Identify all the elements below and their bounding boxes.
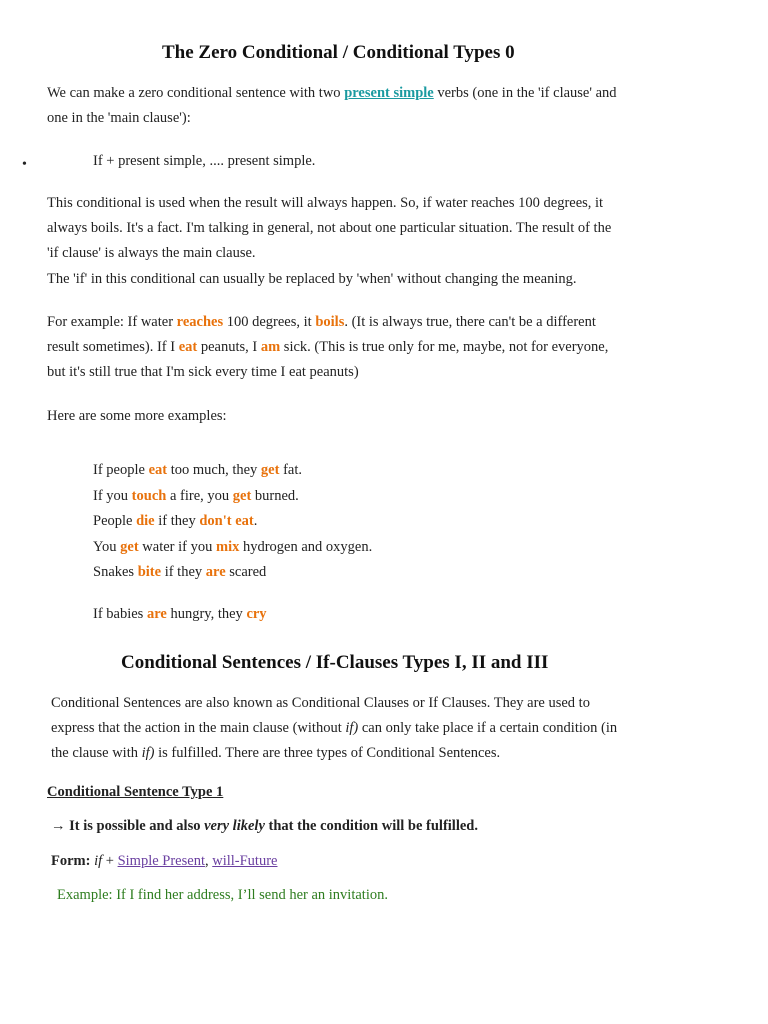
text: if they <box>154 513 200 529</box>
text: It is possible and also <box>65 818 205 834</box>
if-emphasis: if) <box>141 745 155 761</box>
verb-highlight: get <box>232 488 252 504</box>
para2-line-2: always boils. It's a fact. I'm talking in general, not about one particular situation. The result of the <box>47 220 612 236</box>
verb-highlight: get <box>120 539 139 555</box>
page-title: The Zero Conditional / Conditional Types 0 <box>162 42 515 63</box>
text: fat. <box>279 462 302 478</box>
para4-line-1: Conditional Sentences are also known as Conditional Clauses or If Clauses. They are used to <box>51 695 590 711</box>
present-simple-link[interactable]: present simple <box>344 85 434 101</box>
para2-line-3: 'if clause' is always the main clause. <box>47 245 256 261</box>
para2-line-1: This conditional is used when the result will always happen. So, if water reaches 100 degrees, it <box>47 195 604 211</box>
text: if they <box>161 564 206 580</box>
para4-line-2 <box>51 716 617 741</box>
intro-text-pre: We can make a zero conditional sentence with two <box>47 85 345 101</box>
example-line-5 <box>93 560 266 585</box>
text: . (It is always true, there can't be a different <box>344 314 596 330</box>
para3-line-3: but it's still true that I'm sick every time I eat peanuts) <box>47 364 359 380</box>
text: the clause with <box>51 745 142 761</box>
text: express that the action in the main clause (without <box>51 720 346 736</box>
text: People <box>93 513 137 529</box>
text: scared <box>225 564 267 580</box>
text: 100 degrees, it <box>223 314 316 330</box>
para3-line-2 <box>47 335 608 360</box>
text: sick. (This is true only for me, maybe, not for everyone, <box>280 339 609 355</box>
bullet-text: If + present simple, .... present simple. <box>93 153 316 169</box>
form-line <box>51 849 277 874</box>
example-line-2 <box>93 484 299 509</box>
very-likely-emphasis: very likely <box>204 818 265 834</box>
verb-highlight: are <box>146 606 167 622</box>
bullet-dot: • <box>22 157 27 172</box>
text: can only take place if a certain condition (in <box>358 720 618 736</box>
text: For example: If water <box>47 314 177 330</box>
verb-highlight: cry <box>246 606 267 622</box>
section-title: Conditional Sentences / If-Clauses Types I, II and III <box>121 652 549 673</box>
verb-highlight: touch <box>131 488 167 504</box>
para4-line-3 <box>51 741 500 766</box>
para3-line-1 <box>47 310 596 335</box>
verb-highlight: mix <box>215 539 240 555</box>
text: a fire, you <box>166 488 233 504</box>
intro-text-post: verbs (one in the 'if clause' and <box>433 85 617 101</box>
verb-highlight: reaches <box>176 314 224 330</box>
text: that the condition will be fulfilled. <box>264 818 478 834</box>
text: burned. <box>251 488 299 504</box>
verb-highlight: bite <box>137 564 162 580</box>
verb-highlight: eat <box>178 339 198 355</box>
text: If babies <box>93 606 147 622</box>
para2-line-4: The 'if' in this conditional can usually be replaced by 'when' without changing the meaning. <box>47 271 577 287</box>
verb-highlight: am <box>260 339 281 355</box>
form-label: Form: <box>51 853 91 869</box>
text: result sometimes). If I <box>47 339 179 355</box>
verb-highlight: don't eat <box>199 513 254 529</box>
text: If you <box>93 488 132 504</box>
text: . <box>253 513 258 529</box>
verb-highlight: are <box>205 564 226 580</box>
example-line-6 <box>93 602 267 627</box>
if-keyword: if <box>94 853 103 869</box>
text: hungry, they <box>166 606 247 622</box>
text: + <box>102 853 118 869</box>
text: peanuts, I <box>197 339 261 355</box>
text: water if you <box>138 539 216 555</box>
intro-line-2: one in the 'main clause'): <box>47 110 191 126</box>
if-emphasis: if) <box>345 720 359 736</box>
text: hydrogen and oxygen. <box>239 539 373 555</box>
text: If people <box>93 462 149 478</box>
text: is fulfilled. There are three types of Conditional Sentences. <box>154 745 501 761</box>
example-line-1 <box>93 458 302 483</box>
more-examples-heading: Here are some more examples: <box>47 408 227 424</box>
simple-present-link[interactable]: Simple Present <box>117 853 205 869</box>
text: You <box>93 539 121 555</box>
verb-highlight: get <box>260 462 280 478</box>
text: too much, they <box>167 462 261 478</box>
type1-example: Example: If I find her address, I’ll send her an invitation. <box>57 887 388 903</box>
text: , <box>204 853 213 869</box>
will-future-link[interactable]: will-Future <box>212 853 278 869</box>
verb-highlight: boils <box>315 314 345 330</box>
text: Snakes <box>93 564 138 580</box>
verb-highlight: eat <box>148 462 168 478</box>
intro-line-1 <box>47 81 617 106</box>
example-line-3 <box>93 509 257 534</box>
example-line-4 <box>93 535 372 560</box>
type1-heading: Conditional Sentence Type 1 <box>47 784 224 800</box>
verb-highlight: die <box>136 513 155 529</box>
arrow-icon: → <box>51 818 66 834</box>
type1-description <box>51 814 478 839</box>
